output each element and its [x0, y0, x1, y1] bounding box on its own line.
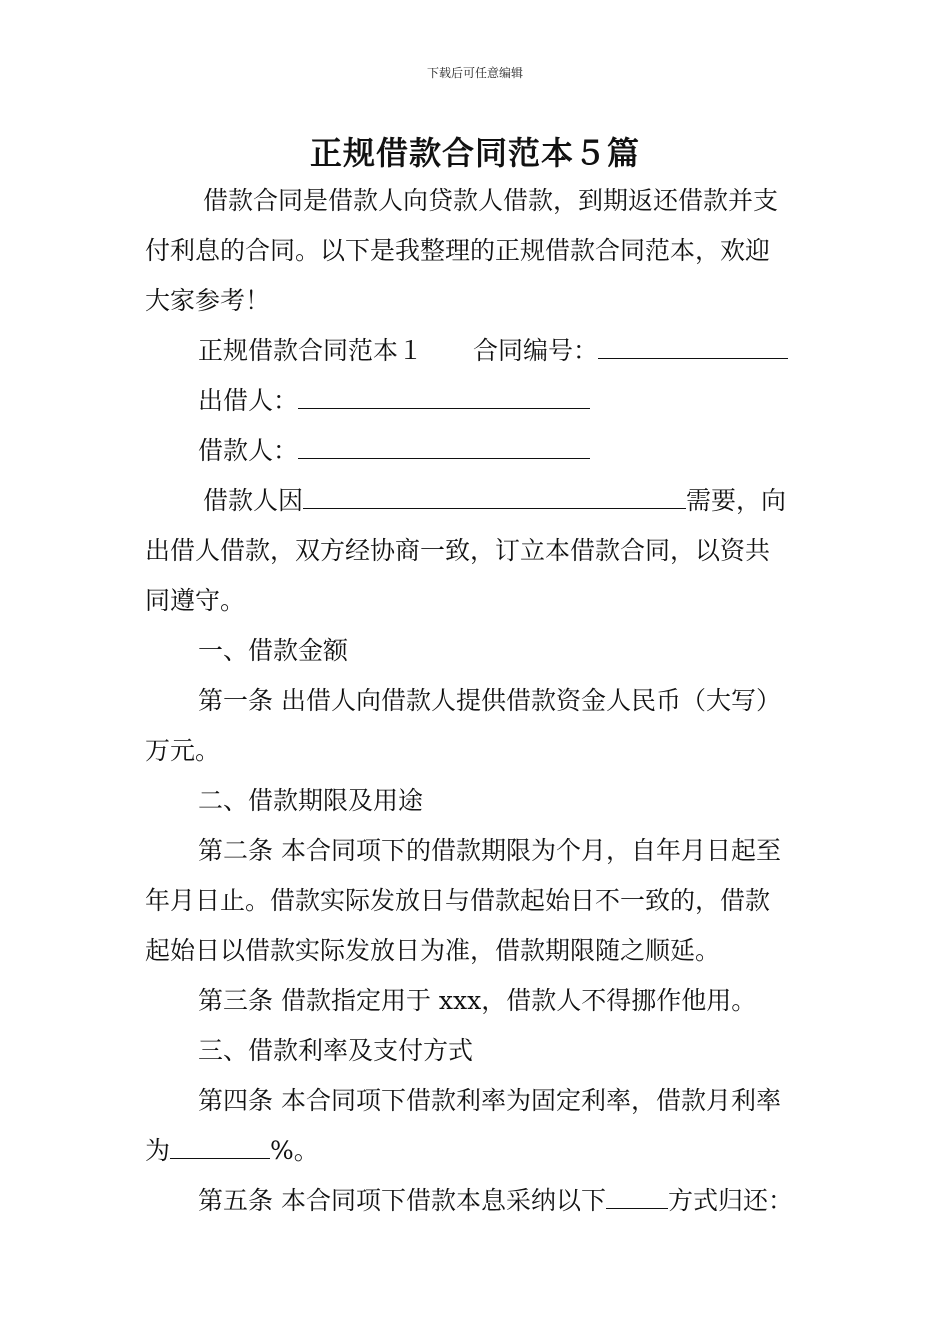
- article-5-line-1: [145, 1176, 810, 1226]
- article-4-line-2: [145, 1126, 810, 1176]
- borrower-label: 借款人：: [198, 436, 299, 465]
- article-1-line-1: 第一条 出借人向借款人提供借款资金人民币（大写）: [198, 686, 781, 715]
- section-heading-2: 二、借款期限及用途: [198, 786, 424, 815]
- reason-suffix: 需要，向: [686, 486, 787, 515]
- lender-line: [145, 376, 810, 426]
- contract-number-blank: [598, 336, 788, 359]
- contract-heading-line: [145, 326, 810, 376]
- reason-line-1: [145, 476, 810, 526]
- article-2-line-1: 第二条 本合同项下的借款期限为个月，自年月日起至: [198, 836, 781, 865]
- borrower-blank: [298, 436, 590, 459]
- reason-prefix: 借款人因: [203, 486, 304, 515]
- lender-label: 出借人：: [198, 386, 299, 415]
- article-5-prefix: 第五条 本合同项下借款本息采纳以下: [198, 1186, 606, 1215]
- article-5-suffix: 方式归还：: [667, 1186, 793, 1215]
- reason-line-3: 同遵守。: [145, 586, 246, 615]
- section-heading-3: 三、借款利率及支付方式: [198, 1036, 474, 1065]
- article-2-line-2: 年月日止。借款实际发放日与借款起始日不一致的，借款: [145, 886, 771, 915]
- rate-blank: [170, 1136, 270, 1159]
- contract-number-label: 合同编号：: [473, 336, 599, 365]
- document-body: [145, 176, 810, 1226]
- intro-line-3: 大家参考！: [145, 286, 271, 315]
- section-heading-1: 一、借款金额: [198, 636, 349, 665]
- repayment-method-blank: [606, 1186, 668, 1209]
- article-2-line-3: 起始日以借款实际发放日为准，借款期限随之顺延。: [145, 936, 721, 965]
- reason-line-2: 出借人借款，双方经协商一致，订立本借款合同，以资共: [145, 536, 771, 565]
- lender-blank: [298, 386, 590, 409]
- article-4-prefix: 为: [145, 1136, 171, 1165]
- contract-heading: 正规借款合同范本１: [198, 336, 424, 365]
- intro-line-2: 付利息的合同。以下是我整理的正规借款合同范本，欢迎: [145, 236, 771, 265]
- article-4-suffix: %。: [270, 1136, 319, 1165]
- article-3: 第三条 借款指定用于 xxx，借款人不得挪作他用。: [198, 986, 757, 1015]
- intro-line-1: 借款合同是借款人向贷款人借款，到期返还借款并支: [203, 186, 779, 215]
- article-1-line-2: 万元。: [145, 736, 221, 765]
- reason-blank: [303, 486, 686, 509]
- header-note: 下载后可任意编辑: [426, 66, 523, 80]
- document-title: 正规借款合同范本５篇: [309, 134, 640, 172]
- borrower-line: [145, 426, 810, 476]
- article-4-line-1: 第四条 本合同项下借款利率为固定利率，借款月利率: [198, 1086, 781, 1115]
